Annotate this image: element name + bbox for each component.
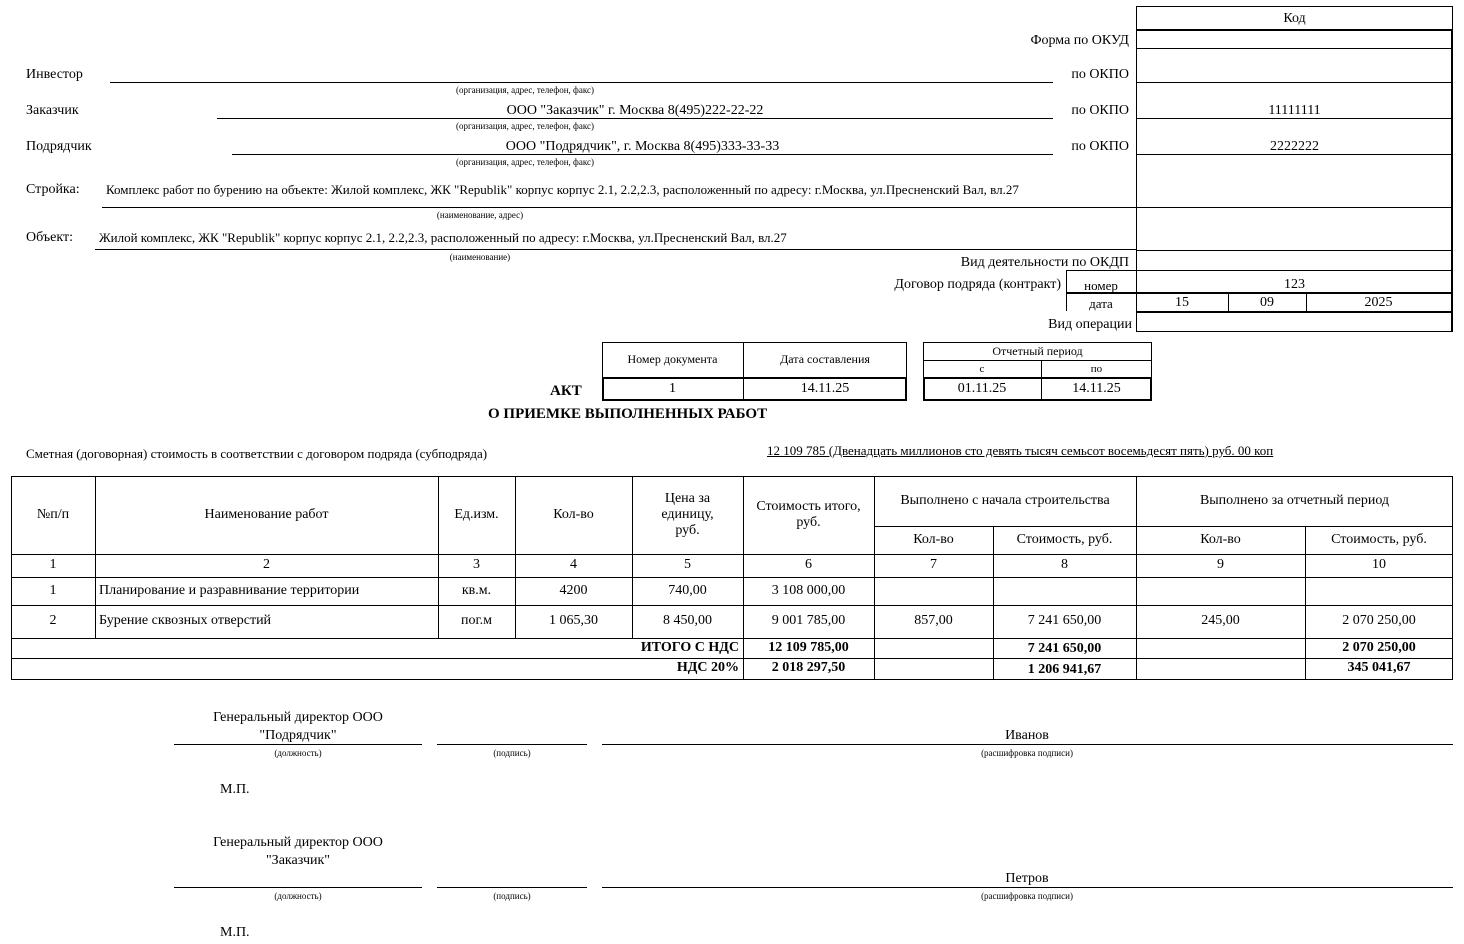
period-from-value: 01.11.25 [957,381,1007,397]
table-row-2-period-qty: 245,00 [1201,613,1240,629]
contractor-label: Подрядчик [26,139,92,154]
header-num: №п/п [36,506,70,522]
header-start-cost: Стоимость, руб. [1016,531,1113,547]
okdp-label: Вид деятельности по ОКДП [960,255,1129,270]
customer-label: Заказчик [26,103,79,118]
table-row-2-price: 8 450,00 [663,613,712,629]
table-row-2-period-cost: 2 070 250,00 [1342,613,1416,629]
total-period-cost: 2 070 250,00 [1342,639,1416,655]
okpo-customer-value: 11111111 [1268,103,1321,118]
divider [1136,250,1453,251]
contract-number-label: номер [1084,278,1118,293]
contract-label: Договор подряда (контракт) [894,277,1061,292]
col-number: 5 [684,557,691,573]
vat-period-cost: 345 041,67 [1347,659,1411,675]
table-row-2-start-qty: 857,00 [914,613,953,629]
object-label: Объект: [26,230,73,245]
header-period-qty: Кол-во [1200,531,1241,547]
okud-label: Форма по ОКУД [1030,33,1129,48]
customer-position-line2: "Заказчик" [265,853,331,868]
investor-line [110,82,1053,83]
contractor-position-line [174,744,422,745]
table-row-1-name: Планирование и разравнивание территории [99,582,360,598]
total-label: ИТОГО С НДС [640,639,739,655]
table-row-1-unit: кв.м. [461,582,492,598]
object-value: Жилой комплекс, ЖК "Republik" корпус корпус 2.1, 2.2,2.3, расположенный по адресу: г.Москва, ул.Пресненский Вал, вл.27 [99,230,787,245]
okpo-label-customer: по ОКПО [1071,103,1129,118]
header-start-qty: Кол-во [913,531,954,547]
estimate-label: Сметная (договорная) стоимость в соответствии с договором подряда (субподряда) [26,446,488,461]
table-row-1-total: 3 108 000,00 [771,582,846,598]
contract-number-value: 123 [1284,277,1305,292]
contractor-position-line1: Генеральный директор ООО [213,710,383,725]
table-row-2-name: Бурение сквозных отверстий [99,613,272,629]
divider [1136,311,1453,313]
divider [1136,29,1453,31]
divider [1136,118,1453,119]
divider [1066,270,1453,271]
divider [1136,48,1453,49]
code-header: Код [1283,11,1306,26]
contractor-decode-line [602,744,1453,745]
header-period-cost: Стоимость, руб. [1331,531,1427,547]
contractor-sign-line [437,744,587,745]
period-to-label: по [1090,362,1103,375]
customer-value: ООО "Заказчик" г. Москва 8(495)222-22-22 [506,103,764,118]
header-name: Наименование работ [204,506,329,522]
doc-number-header: Номер документа [627,351,718,366]
contractor-value: ООО "Подрядчик", г. Москва 8(495)333-33-33 [505,139,780,154]
okpo-label-investor: по ОКПО [1071,67,1129,82]
okpo-contractor-value: 2222222 [1270,139,1319,154]
col-number: 3 [473,557,480,573]
header-total: Стоимость итого, руб. [756,498,861,530]
contract-date-day: 15 [1175,295,1189,310]
contractor-position-line2: "Подрядчик" [259,728,337,743]
act-title: АКТ [550,383,582,399]
customer-position-hint: (должность) [274,891,322,901]
contractor-position-hint: (должность) [274,748,322,758]
divider [1136,82,1453,83]
table-row-1-start-qty [874,577,993,605]
table-row-1-period-cost [1305,577,1453,605]
customer-name: Петров [1005,871,1049,886]
col-number: 2 [263,557,270,573]
table-row-2-start-cost: 7 241 650,00 [1027,613,1102,629]
contract-date-month: 09 [1260,295,1274,310]
divider [1136,154,1453,155]
col-number: 6 [805,557,812,573]
investor-hint: (организация, адрес, телефон, факс) [455,85,595,95]
contractor-decode-hint: (расшифровка подписи) [981,748,1073,758]
customer-stamp: М.П. [220,925,250,940]
site-label: Стройка: [26,182,80,197]
total-start-cost: 7 241 650,00 [1027,640,1102,656]
table-row-1-price: 740,00 [668,582,707,598]
table-row-2-total: 9 001 785,00 [771,613,846,629]
operation-label: Вид операции [1048,317,1132,332]
doc-date-value: 14.11.25 [800,381,850,397]
estimate-value: 12 109 785 (Двенадцать миллионов сто девять тысяч семьсот восемьдесят пять) руб. 00 коп [767,443,1274,458]
customer-decode-hint: (расшифровка подписи) [981,891,1073,901]
divider [1066,292,1453,294]
contractor-hint: (организация, адрес, телефон, факс) [455,157,595,167]
header-since-start: Выполнено с начала строительства [900,492,1110,508]
act-subtitle: О ПРИЕМКЕ ВЫПОЛНЕННЫХ РАБОТ [488,406,768,422]
col-number: 10 [1372,557,1386,573]
site-value: Комплекс работ по бурению на объекте: Жилой комплекс, ЖК "Republik" корпус корпус 2.1, 2.2,2.3, расположенный по адресу: г.Москва, ул.Пресненский Вал, вл.27 [106,182,1019,197]
okpo-label-contractor: по ОКПО [1071,139,1129,154]
doc-date-header: Дата составления [780,351,870,366]
customer-decode-line [602,887,1453,888]
table-row-2-qty: 1 065,30 [549,613,598,629]
total-value: 12 109 785,00 [768,639,849,655]
customer-position-line [174,887,422,888]
site-line [102,207,1452,208]
customer-hint: (организация, адрес, телефон, факс) [455,121,595,131]
table-row-2-num: 2 [49,613,57,629]
header-period: Выполнено за отчетный период [1199,492,1390,508]
col-number: 1 [49,557,57,573]
period-header: Отчетный период [992,343,1083,358]
contractor-stamp: М.П. [220,782,250,797]
header-price: Цена за единицу, руб. [661,490,714,539]
col-number: 9 [1217,557,1224,573]
col-number: 7 [930,557,937,573]
table-row-1-start-cost [993,577,1136,605]
period-to-value: 14.11.25 [1072,381,1121,397]
site-hint: (наименование, адрес) [436,210,524,220]
contractor-name: Иванов [1005,728,1049,743]
table-row-1-num: 1 [49,582,57,598]
vat-value: 2 018 297,50 [771,659,846,675]
doc-number-value: 1 [669,381,676,397]
investor-label: Инвестор [26,67,83,82]
customer-sign-hint: (подпись) [493,891,531,901]
vat-label: НДС 20% [676,659,739,675]
col-number: 4 [570,557,577,573]
customer-position-line1: Генеральный директор ООО [213,835,383,850]
customer-sign-line [437,887,587,888]
period-from-label: с [979,362,985,375]
header-qty: Кол-во [553,506,594,522]
table-row-1-period-qty [1136,577,1305,605]
header-unit: Ед.изм. [454,506,499,522]
table-row-2-unit: пог.м [460,613,492,629]
contractor-line [232,154,1053,155]
col-number: 8 [1061,557,1068,573]
contractor-sign-hint: (подпись) [493,748,531,758]
object-line [95,249,1136,250]
contract-date-year: 2025 [1364,295,1393,310]
customer-line [217,118,1053,119]
contract-date-label: дата [1089,296,1113,311]
vat-start-cost: 1 206 941,67 [1027,661,1102,677]
object-hint: (наименование) [449,252,511,262]
table-row-1-qty: 4200 [559,582,588,598]
